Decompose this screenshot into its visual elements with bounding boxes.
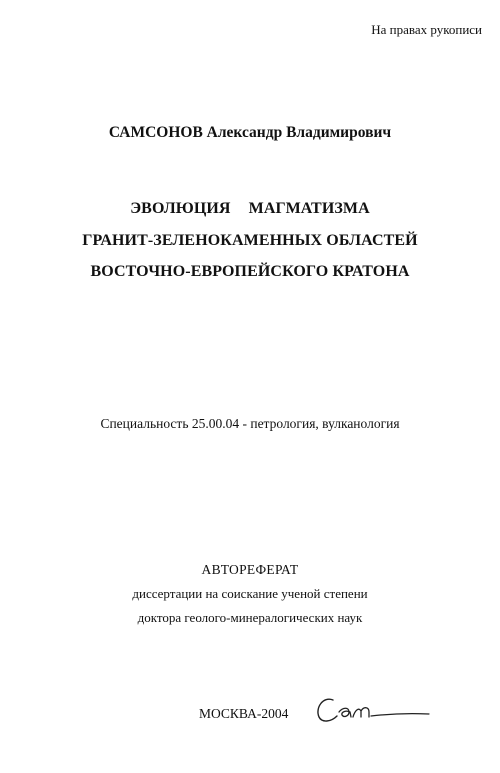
title-line-2: ГРАНИТ-ЗЕЛЕНОКАМЕННЫХ ОБЛАСТЕЙ [82,232,418,249]
author-name: САМСОНОВ Александр Владимирович [108,124,392,141]
title-line-1: ЭВОЛЮЦИЯ МАГМАТИЗМА [130,200,370,217]
document-type: АВТОРЕФЕРАТ [201,562,299,577]
handwritten-signature [313,690,433,730]
degree-purpose-line-2: доктора геолого-минералогических наук [137,610,363,625]
title-line-3: ВОСТОЧНО-ЕВРОПЕЙСКОГО КРАТОНА [90,263,410,280]
rights-note: На правах рукописи [371,22,482,37]
degree-purpose-line-1: диссертации на соискание ученой степени [132,586,368,601]
specialty-line: Специальность 25.00.04 - петрология, вулканология [100,416,400,431]
city-year: МОСКВА-2004 [199,706,289,721]
